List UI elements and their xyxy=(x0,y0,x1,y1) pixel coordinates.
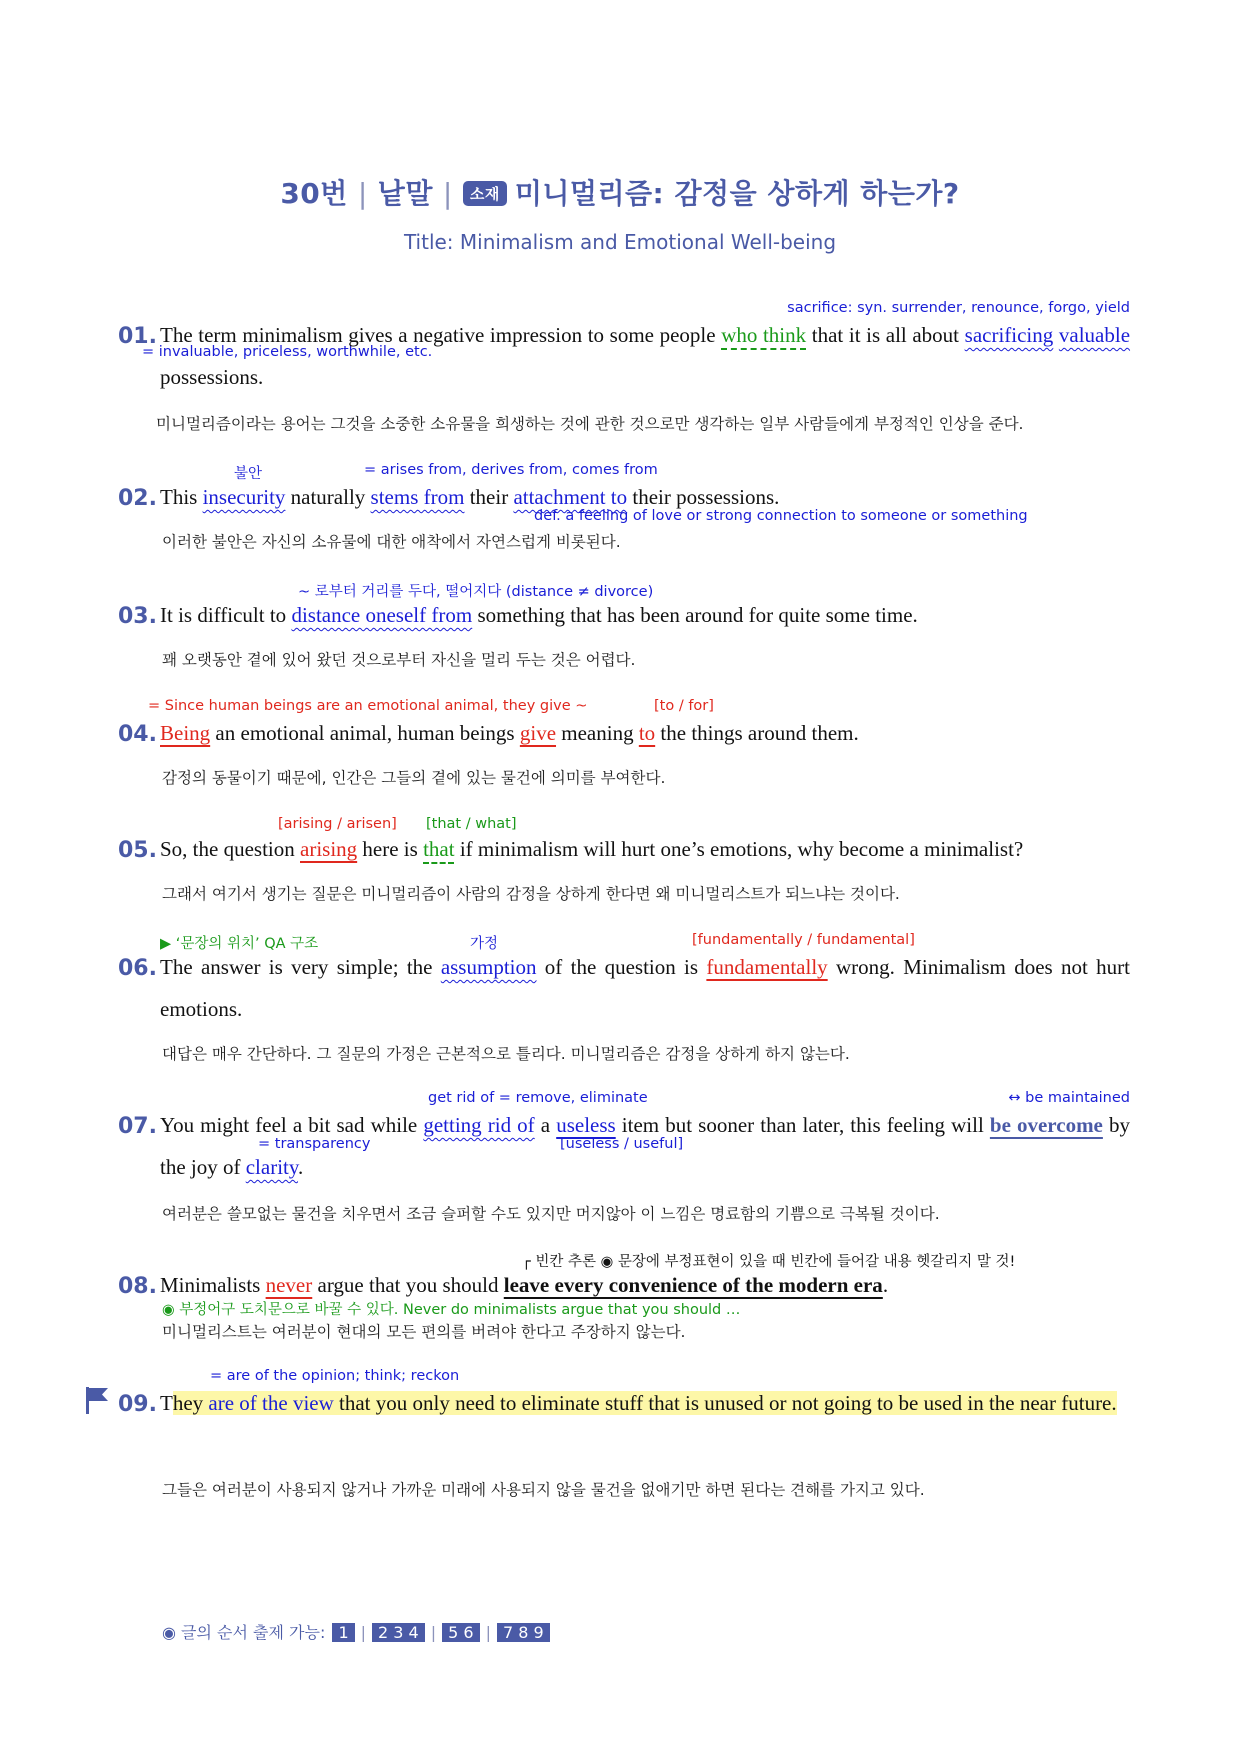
english-sentence: Being an emotional animal, human beings give meaning to the things around them. xyxy=(160,721,859,745)
note: 불안 xyxy=(234,466,263,482)
page-header xyxy=(0,172,1240,212)
note: 가정 xyxy=(470,936,499,952)
paragraph-group: 5 6 xyxy=(442,1623,479,1642)
key-phrase: be overcome xyxy=(989,1113,1103,1137)
topic-badge: 소재 xyxy=(463,181,507,206)
english-sentence: The term minimalism gives a negative impression to some people who think that it is all about sacrificing valuable possessions. xyxy=(160,323,1131,389)
note: ▶ ‘문장의 위치’ QA 구조 xyxy=(160,936,319,952)
sentence-number: 04. xyxy=(118,722,157,747)
note: get rid of = remove, eliminate xyxy=(428,1090,648,1106)
grammar-point: give xyxy=(519,721,557,745)
note: = invaluable, priceless, worthwhile, etc. xyxy=(142,344,433,360)
highlighted-text: hey are of the view that you only need to eliminate stuff that is unused or not going to be used in the near future. xyxy=(172,1391,1117,1415)
sentence-number: 03. xyxy=(118,604,157,629)
korean-translation: 감정의 동물이기 때문에, 인간은 그들의 곁에 있는 물건에 의미를 부여한다. xyxy=(162,769,666,787)
flag-icon xyxy=(84,1386,110,1414)
sentence-number: 01. xyxy=(118,324,157,349)
korean-translation: 꽤 오랫동안 곁에 있어 왔던 것으로부터 자신을 멀리 두는 것은 어렵다. xyxy=(162,651,636,669)
key-word: insecurity xyxy=(202,485,286,509)
paragraph-group: 7 8 9 xyxy=(497,1623,550,1642)
key-word: sacrificing xyxy=(964,323,1054,347)
korean-translation: 여러분은 쓸모없는 물건을 치우면서 조금 슬퍼할 수도 있지만 머지않아 이 느낌은 명료함의 기쁨으로 극복될 것이다. xyxy=(162,1205,940,1223)
english-sentence: Minimalists never argue that you should leave every convenience of the modern era. xyxy=(160,1273,889,1297)
korean-translation: 그들은 여러분이 사용되지 않거나 가까운 미래에 사용되지 않을 물건을 없애기만 하면 된다는 견해를 가지고 있다. xyxy=(162,1481,925,1499)
key-phrase: getting rid of xyxy=(423,1113,535,1137)
sentence-number: 07. xyxy=(118,1114,157,1139)
english-sentence: This insecurity naturally stems from their attachment to their possessions. xyxy=(160,485,780,509)
english-sentence: You might feel a bit sad while getting rid of a useless item but sooner than later, this feeling will be overcome by the joy of clarity. xyxy=(160,1113,1130,1179)
note: ◉ 부정어구 도치문으로 바꿀 수 있다. Never do minimalists argue that you should … xyxy=(162,1302,741,1318)
note: [useless / useful] xyxy=(560,1136,684,1152)
grammar-point: arising xyxy=(300,837,358,861)
korean-translation: 미니멀리즘이라는 용어는 그것을 소중한 소유물을 희생하는 것에 관한 것으로만 생각하는 일부 사람들에게 부정적인 인상을 준다. xyxy=(156,415,1024,433)
note: = transparency xyxy=(258,1136,371,1152)
paragraph-group: 2 3 4 xyxy=(372,1623,425,1642)
note: ↔ be maintained xyxy=(1008,1090,1130,1106)
grammar-point: to xyxy=(638,721,656,745)
grammar-point: Being xyxy=(160,721,211,745)
note: = are of the opinion; think; reckon xyxy=(210,1368,460,1384)
key-word: clarity xyxy=(245,1155,299,1179)
key-phrase: stems from xyxy=(370,485,465,509)
key-word: valuable xyxy=(1058,323,1131,347)
key-phrase: are of the view xyxy=(208,1391,334,1415)
korean-translation: 이러한 불안은 자신의 소유물에 대한 애착에서 자연스럽게 비롯된다. xyxy=(162,533,621,551)
blank-answer-phrase: leave every convenience of the modern era xyxy=(503,1273,883,1297)
sentence-number: 05. xyxy=(118,838,157,863)
note: ~ 로부터 거리를 두다, 떨어지다 (distance ≠ divorce) xyxy=(298,584,654,600)
note: [fundamentally / fundamental] xyxy=(692,932,915,948)
question-number: 30번 xyxy=(280,177,348,210)
sentence-number: 09. xyxy=(118,1392,157,1417)
sentence-number: 08. xyxy=(118,1274,157,1299)
note: [to / for] xyxy=(654,698,714,714)
key-word: assumption xyxy=(440,955,537,979)
topic-title: 미니멀리즘: 감정을 상하게 하는가? xyxy=(514,177,960,210)
key-phrase: attachment to xyxy=(513,485,628,509)
note: [arising / arisen] xyxy=(278,816,397,832)
note: = arises from, derives from, comes from xyxy=(364,462,658,478)
sentence-number: 02. xyxy=(118,486,157,511)
order-question-footer: ◉ 글의 순서 출제 가능: 1 | 2 3 4 | 5 6 | 7 8 9 xyxy=(162,1620,552,1643)
footer-label: ◉ 글의 순서 출제 가능: xyxy=(162,1623,326,1642)
negation-word: never xyxy=(265,1273,313,1297)
key-phrase: distance oneself from xyxy=(291,603,473,627)
grammar-point: that xyxy=(423,837,455,861)
korean-translation: 그래서 여기서 생기는 질문은 미니멀리즘이 사람의 감정을 상하게 한다면 왜 미니멀리스트가 되느냐는 것이다. xyxy=(162,885,900,903)
note: def. a feeling of love or strong connection to someone or something xyxy=(534,508,1028,524)
english-sentence: It is difficult to distance oneself from something that has been around for quite some time. xyxy=(160,603,918,627)
english-sentence: The answer is very simple; the assumption of the question is fundamentally wrong. Minimalism does not hurt emotions. xyxy=(160,955,1130,1021)
section-name: 낱말 xyxy=(377,177,433,210)
page-title: 30번 | 낱말 | 소재 미니멀리즘: 감정을 상하게 하는가? xyxy=(280,177,960,210)
note: = Since human beings are an emotional animal, they give ~ xyxy=(148,698,588,714)
key-phrase: who think xyxy=(721,323,807,347)
paragraph-group: 1 xyxy=(332,1623,354,1642)
note: sacrifice: syn. surrender, renounce, forgo, yield xyxy=(787,300,1130,316)
korean-translation: 대답은 매우 간단하다. 그 질문의 가정은 근본적으로 틀리다. 미니멀리즘은 감정을 상하게 하지 않는다. xyxy=(162,1045,850,1063)
korean-translation: 미니멀리스트는 여러분이 현대의 모든 편의를 버려야 한다고 주장하지 않는다. xyxy=(162,1323,686,1341)
key-word: useless xyxy=(556,1113,616,1137)
english-sentence: They are of the view that you only need to eliminate stuff that is unused or not going to be used in the near future. xyxy=(160,1391,1117,1415)
grammar-point: fundamentally xyxy=(706,955,828,979)
sentence-number: 06. xyxy=(118,956,157,981)
note: [that / what] xyxy=(426,816,517,832)
english-subtitle: Title: Minimalism and Emotional Well-being xyxy=(403,230,837,254)
note: ┌ 빈칸 추론 ◉ 문장에 부정표현이 있을 때 빈칸에 들어갈 내용 헷갈리지 말 것! xyxy=(522,1254,1016,1270)
english-sentence: So, the question arising here is that if minimalism will hurt one’s emotions, why become a minimalist? xyxy=(160,837,1024,861)
